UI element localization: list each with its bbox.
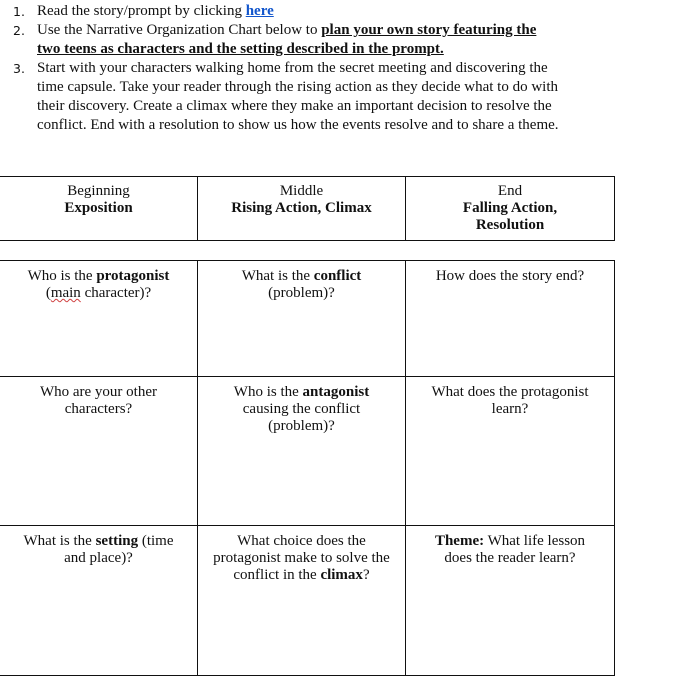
step-3-line-4: conflict. End with a resolution to show us how the events resolve and to share a theme. <box>37 117 559 133</box>
step-number: 3. <box>13 61 25 76</box>
cell-text: character)? <box>80 285 152 301</box>
cell-story-end[interactable] <box>406 261 615 377</box>
chart-body-table <box>0 260 615 676</box>
header-resolution: Resolution <box>475 217 545 233</box>
header-end-label: End <box>497 183 523 199</box>
cell-text: causing the conflict <box>242 401 361 417</box>
header-end <box>406 177 615 241</box>
cell-text: What choice does the <box>237 533 366 549</box>
spellcheck-word: main <box>50 285 81 301</box>
header-beginning <box>0 177 198 241</box>
cell-bold: Theme: <box>434 533 485 549</box>
cell-climax-choice[interactable] <box>198 526 406 676</box>
cell-text: What life lesson <box>484 533 586 549</box>
cell-text: learn? <box>491 401 529 417</box>
header-middle <box>198 177 406 241</box>
cell-bold: climax <box>320 567 363 583</box>
header-falling-action: Falling Action, <box>462 200 558 216</box>
cell-theme[interactable] <box>406 526 615 676</box>
cell-other-characters[interactable] <box>0 377 198 526</box>
cell-text: conflict in the <box>233 567 321 583</box>
step-2-emphasis-line-1: plan your own story featuring the <box>321 22 537 38</box>
cell-text: ( <box>45 285 51 301</box>
cell-text: Who are your other <box>39 384 158 400</box>
cell-protagonist[interactable] <box>0 261 198 377</box>
cell-text: (problem)? <box>268 285 335 301</box>
header-exposition: Exposition <box>64 200 133 216</box>
cell-text: protagonist make to solve the <box>213 550 390 566</box>
cell-text: (problem)? <box>268 418 335 434</box>
cell-text: ? <box>362 567 370 583</box>
step-1-text: Read the story/prompt by clicking <box>37 3 246 19</box>
chart-header-table <box>0 176 615 241</box>
step-number: 1. <box>13 4 25 19</box>
cell-text: What is the <box>23 533 96 549</box>
here-link[interactable]: here <box>245 3 274 19</box>
header-middle-label: Middle <box>279 183 324 199</box>
cell-text: Who is the <box>233 384 303 400</box>
cell-text: (time <box>138 533 174 549</box>
cell-bold: protagonist <box>96 268 170 284</box>
cell-bold: setting <box>95 533 139 549</box>
cell-text: and place)? <box>64 550 133 566</box>
cell-conflict[interactable] <box>198 261 406 377</box>
step-2-text: Use the Narrative Organization Chart below to <box>37 22 322 38</box>
step-number: 2. <box>13 23 25 38</box>
cell-text: Who is the <box>27 268 97 284</box>
cell-text: What does the protagonist <box>431 384 589 400</box>
cell-setting[interactable] <box>0 526 198 676</box>
cell-bold: conflict <box>313 268 362 284</box>
step-3-line-3: their discovery. Create a climax where they make an important decision to resolve the <box>37 98 552 114</box>
header-rising-action: Rising Action, Climax <box>231 200 372 216</box>
cell-protagonist-learns[interactable] <box>406 377 615 526</box>
cell-text: characters? <box>64 401 133 417</box>
cell-text: How does the story end? <box>435 268 585 284</box>
cell-text: does the reader learn? <box>444 550 576 566</box>
step-2-emphasis-line-2: two teens as characters and the setting described in the prompt. <box>37 41 444 57</box>
cell-bold: antagonist <box>302 384 370 400</box>
step-3-line-2: time capsule. Take your reader through the rising action as they decide what to do with <box>37 79 559 95</box>
cell-text: What is the <box>241 268 314 284</box>
cell-antagonist[interactable] <box>198 377 406 526</box>
step-3-line-1: Start with your characters walking home from the secret meeting and discovering the <box>37 60 548 76</box>
header-beginning-label: Beginning <box>67 183 130 199</box>
